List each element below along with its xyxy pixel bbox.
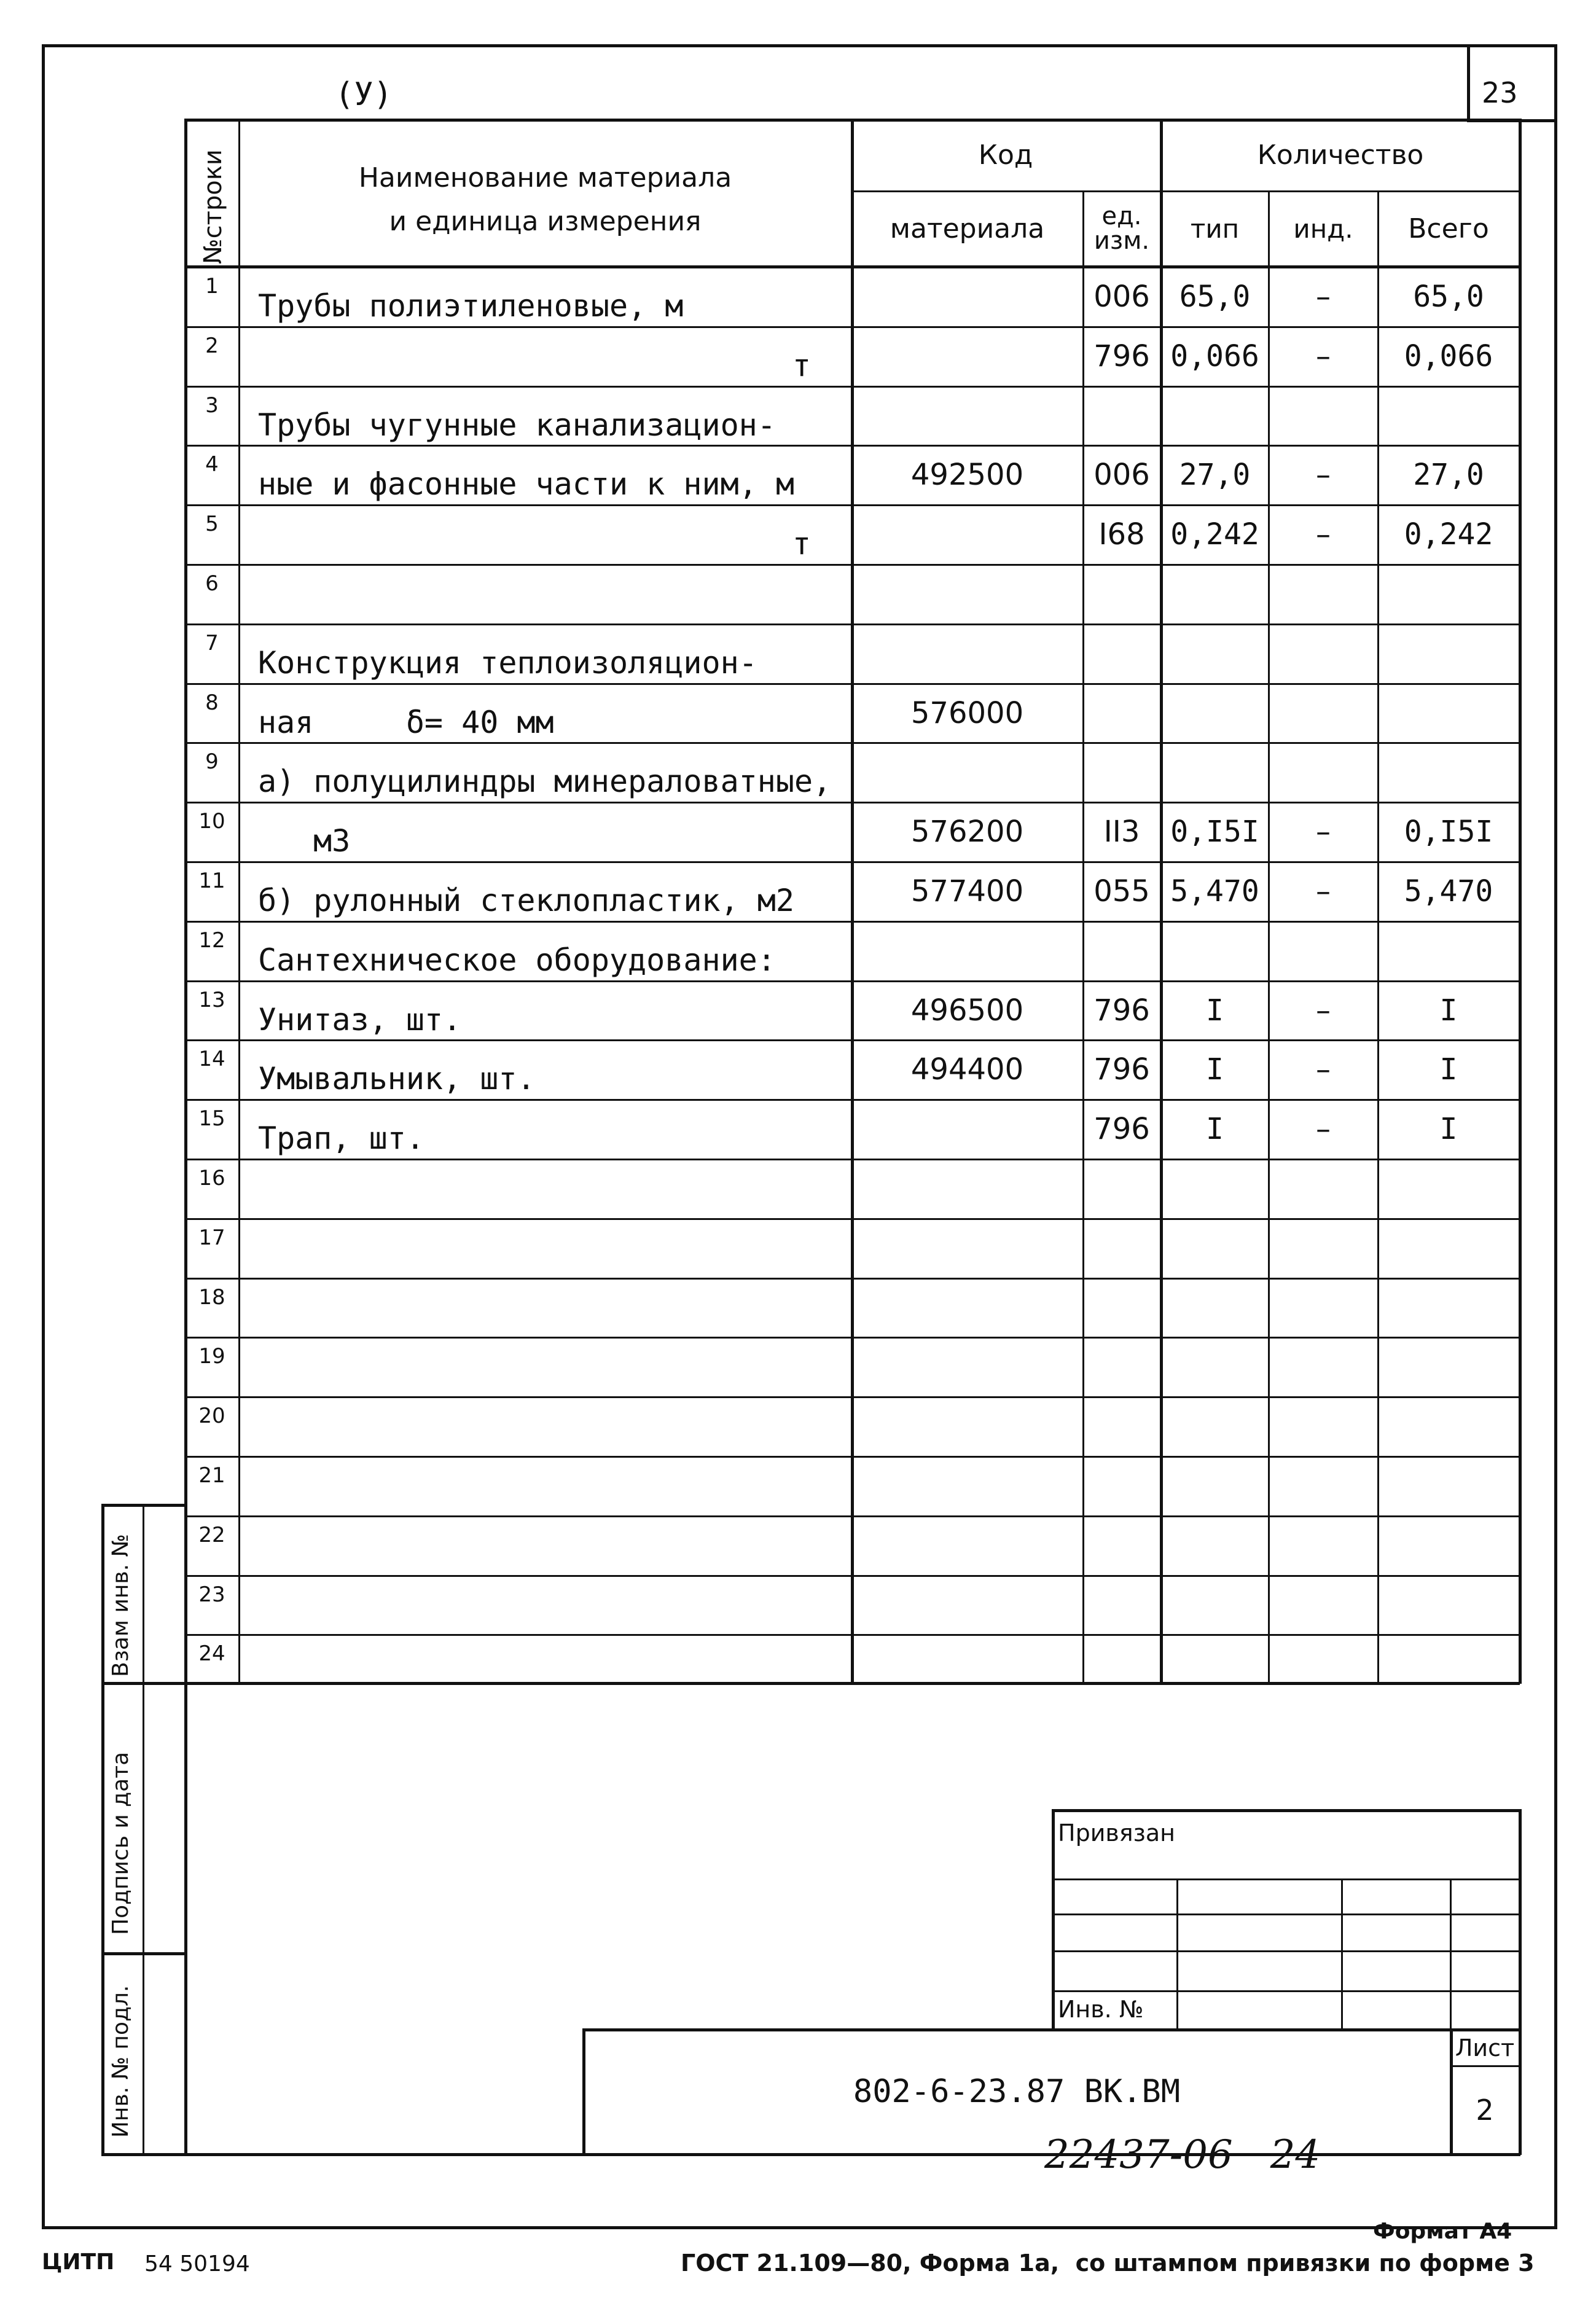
handwritten-archive-number: 22437-06 24 <box>1044 2132 1321 2178</box>
row-number: 1 <box>205 274 219 299</box>
material-code <box>852 1634 1082 1694</box>
qty-ind <box>1269 624 1377 683</box>
material-code <box>852 1456 1082 1515</box>
material-name <box>258 1218 848 1278</box>
qty-ind: – <box>1316 874 1331 909</box>
material-name <box>258 1456 848 1515</box>
row-number: 19 <box>198 1344 225 1369</box>
material-code: 577400 <box>910 874 1024 909</box>
material-name: ные и фасонные части к ним, м <box>258 466 794 502</box>
unit-code <box>1084 742 1160 802</box>
qty-type: 0,I5I <box>1170 814 1259 849</box>
material-name <box>258 1159 848 1218</box>
material-name: Трубы чугунные канализацион- <box>258 407 776 443</box>
material-code <box>852 504 1082 564</box>
row-number: 14 <box>198 1047 225 1071</box>
unit-code: 006 <box>1093 279 1150 314</box>
row-number: 4 <box>205 452 219 477</box>
qty-total: I <box>1439 1111 1458 1146</box>
material-code: 496500 <box>910 993 1024 1028</box>
material-name: м3 <box>313 823 351 859</box>
material-name: б) рулонный стеклопластик, м2 <box>258 883 794 918</box>
unit-code <box>1084 624 1160 683</box>
qty-total: 0,I5I <box>1404 814 1493 849</box>
material-name <box>258 564 848 624</box>
qty-total <box>1379 1337 1519 1396</box>
qty-type: I <box>1206 1052 1224 1087</box>
qty-ind <box>1269 1218 1377 1278</box>
material-code <box>852 1396 1082 1456</box>
material-name <box>258 1575 848 1635</box>
qty-type: I <box>1206 993 1224 1028</box>
qty-total <box>1379 1515 1519 1575</box>
qty-type <box>1162 683 1268 743</box>
qty-type <box>1162 624 1268 683</box>
material-name: т <box>792 348 811 383</box>
qty-ind: – <box>1316 1111 1331 1146</box>
qty-ind <box>1269 683 1377 743</box>
mark-label: (У) <box>335 76 393 113</box>
qty-total <box>1379 564 1519 624</box>
material-name: Умывальник, шт. <box>258 1061 536 1096</box>
qty-type <box>1162 1337 1268 1396</box>
unit-code: 055 <box>1093 874 1150 909</box>
qty-type <box>1162 1278 1268 1337</box>
material-name: Трап, шт. <box>258 1120 424 1156</box>
material-name: а) полуцилиндры минераловатные, <box>258 764 832 799</box>
unit-code <box>1084 564 1160 624</box>
header-q-type: тип <box>1190 213 1240 244</box>
qty-type: 27,0 <box>1179 457 1251 492</box>
material-code <box>852 267 1082 326</box>
material-code <box>852 1099 1082 1159</box>
qty-total <box>1379 1278 1519 1337</box>
header-q-total: Всего <box>1408 213 1489 244</box>
material-code: 494400 <box>910 1052 1024 1087</box>
qty-ind: – <box>1316 814 1331 849</box>
unit-code <box>1084 1634 1160 1694</box>
side-inv-podl: Инв. № подл. <box>108 1985 133 2138</box>
row-number: 17 <box>198 1226 225 1250</box>
side-vzam-inv: Взам инв. № <box>108 1534 133 1677</box>
unit-code <box>1084 386 1160 445</box>
row-number: 21 <box>198 1463 225 1488</box>
qty-total <box>1379 1456 1519 1515</box>
unit-code <box>1084 1159 1160 1218</box>
qty-total: I <box>1439 993 1458 1028</box>
header-quantity: Количество <box>1257 139 1424 171</box>
header-row-number: №строки <box>199 149 227 264</box>
material-code <box>852 326 1082 386</box>
qty-type: 0,242 <box>1170 517 1259 552</box>
material-code <box>852 1515 1082 1575</box>
unit-code <box>1084 1575 1160 1635</box>
row-number: 20 <box>198 1404 225 1428</box>
row-number: 13 <box>198 988 225 1012</box>
row-number: 5 <box>205 512 219 536</box>
qty-ind <box>1269 1456 1377 1515</box>
qty-type: 5,470 <box>1170 874 1259 909</box>
material-name: т <box>792 526 811 561</box>
material-code <box>852 564 1082 624</box>
header-code-material: материала <box>890 213 1045 244</box>
header-name: Наименование материала и единица измерения <box>358 162 732 238</box>
qty-total <box>1379 1218 1519 1278</box>
unit-code <box>1084 683 1160 743</box>
material-name <box>258 1396 848 1456</box>
row-number: 6 <box>205 571 219 596</box>
qty-ind <box>1269 921 1377 980</box>
qty-ind <box>1269 1278 1377 1337</box>
publisher-label: ЦИТП <box>42 2250 115 2275</box>
qty-type <box>1162 1575 1268 1635</box>
list-number: 2 <box>1476 2093 1494 2127</box>
privyazan-label: Привязан <box>1058 1820 1175 1847</box>
qty-total: 27,0 <box>1413 457 1484 492</box>
qty-total <box>1379 1396 1519 1456</box>
header-code: Код <box>978 139 1033 171</box>
material-code <box>852 1159 1082 1218</box>
material-code <box>852 921 1082 980</box>
qty-ind <box>1269 1634 1377 1694</box>
row-number: 12 <box>198 928 225 953</box>
qty-ind: – <box>1316 457 1331 492</box>
qty-ind <box>1269 1337 1377 1396</box>
qty-type <box>1162 386 1268 445</box>
qty-type <box>1162 1218 1268 1278</box>
header-code-unit: ед. изм. <box>1093 202 1150 255</box>
row-number: 10 <box>198 809 225 834</box>
side-podpis-data: Подпись и дата <box>108 1751 133 1935</box>
row-number: 23 <box>198 1582 225 1607</box>
material-name <box>258 1634 848 1694</box>
qty-total <box>1379 624 1519 683</box>
qty-total <box>1379 921 1519 980</box>
unit-code: 796 <box>1093 1111 1150 1146</box>
row-number: 18 <box>198 1285 225 1310</box>
qty-ind: – <box>1316 1052 1331 1087</box>
qty-total <box>1379 386 1519 445</box>
row-number: 2 <box>205 334 219 358</box>
qty-ind <box>1269 1396 1377 1456</box>
unit-code: I68 <box>1098 517 1145 552</box>
unit-code <box>1084 921 1160 980</box>
unit-code <box>1084 1218 1160 1278</box>
unit-code: 796 <box>1093 1052 1150 1087</box>
unit-code: 006 <box>1093 457 1150 492</box>
unit-code <box>1084 1337 1160 1396</box>
qty-ind <box>1269 1575 1377 1635</box>
material-name <box>258 1278 848 1337</box>
qty-total <box>1379 1634 1519 1694</box>
material-code <box>852 1278 1082 1337</box>
qty-type <box>1162 1456 1268 1515</box>
qty-type <box>1162 1515 1268 1575</box>
row-number: 22 <box>198 1523 225 1547</box>
qty-total <box>1379 742 1519 802</box>
row-number: 15 <box>198 1106 225 1131</box>
inv-no-label: Инв. № <box>1058 1996 1144 2023</box>
qty-ind <box>1269 1515 1377 1575</box>
header-q-ind: инд. <box>1293 213 1353 244</box>
row-number: 3 <box>205 393 219 418</box>
row-number: 9 <box>205 749 219 774</box>
unit-code <box>1084 1278 1160 1337</box>
qty-type <box>1162 1396 1268 1456</box>
sheet-number: 23 <box>1482 76 1518 109</box>
material-name <box>258 1515 848 1575</box>
qty-type <box>1162 564 1268 624</box>
qty-ind: – <box>1316 517 1331 552</box>
qty-total: I <box>1439 1052 1458 1087</box>
unit-code: 796 <box>1093 338 1150 373</box>
material-name <box>258 1337 848 1396</box>
qty-type: 0,066 <box>1170 338 1259 373</box>
qty-ind: – <box>1316 279 1331 314</box>
document-designation: 802-6-23.87 ВК.ВМ <box>853 2073 1181 2110</box>
qty-ind <box>1269 1159 1377 1218</box>
qty-type <box>1162 1159 1268 1218</box>
material-code: 576000 <box>910 695 1024 730</box>
qty-total: 0,066 <box>1404 338 1493 373</box>
qty-type: I <box>1206 1111 1224 1146</box>
qty-type <box>1162 1634 1268 1694</box>
qty-type <box>1162 742 1268 802</box>
material-code <box>852 1575 1082 1635</box>
unit-code <box>1084 1515 1160 1575</box>
material-code: 576200 <box>910 814 1024 849</box>
qty-total <box>1379 1575 1519 1635</box>
material-name: Унитаз, шт. <box>258 1002 462 1038</box>
qty-total <box>1379 683 1519 743</box>
qty-ind: – <box>1316 338 1331 373</box>
material-name: Трубы полиэтиленовые, м <box>258 288 684 324</box>
row-number: 11 <box>198 869 225 893</box>
row-number: 7 <box>205 631 219 655</box>
material-code <box>852 386 1082 445</box>
qty-ind <box>1269 564 1377 624</box>
material-code <box>852 1218 1082 1278</box>
material-code: 492500 <box>910 457 1024 492</box>
unit-code <box>1084 1456 1160 1515</box>
unit-code <box>1084 1396 1160 1456</box>
unit-code: II3 <box>1103 814 1140 849</box>
material-code <box>852 1337 1082 1396</box>
unit-code: 796 <box>1093 993 1150 1028</box>
format-label: Формат А4 <box>1373 2219 1512 2244</box>
qty-total: 5,470 <box>1404 874 1493 909</box>
qty-total: 65,0 <box>1413 279 1484 314</box>
order-number: 54 50194 <box>144 2251 250 2277</box>
qty-ind: – <box>1316 993 1331 1028</box>
material-name: ная δ= 40 мм <box>258 705 554 740</box>
qty-ind <box>1269 386 1377 445</box>
row-number: 16 <box>198 1166 225 1190</box>
gost-note: ГОСТ 21.109—80, Форма 1а, со штампом привязки по форме 3 <box>681 2250 1535 2277</box>
row-number: 8 <box>205 690 219 715</box>
material-code <box>852 742 1082 802</box>
qty-total: 0,242 <box>1404 517 1493 552</box>
material-code <box>852 624 1082 683</box>
qty-total <box>1379 1159 1519 1218</box>
material-name: Сантехническое оборудование: <box>258 942 776 978</box>
list-label: Лист <box>1455 2034 1515 2062</box>
row-number: 24 <box>198 1641 225 1666</box>
qty-type <box>1162 921 1268 980</box>
qty-type: 65,0 <box>1179 279 1251 314</box>
material-name: Конструкция теплоизоляцион- <box>258 645 757 681</box>
qty-ind <box>1269 742 1377 802</box>
